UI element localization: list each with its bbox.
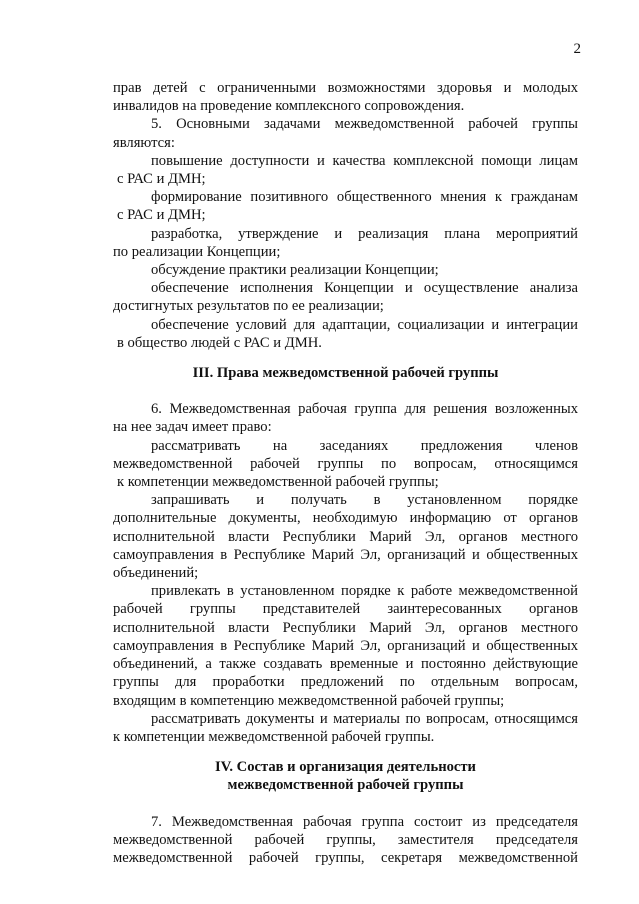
text-line: прав детей с ограниченными возможностями здоровья и молодых [113, 80, 578, 96]
text-line: по реализации Концепции; [113, 243, 281, 260]
text-line: привлекать в установленном порядке к работе межведомственной [151, 583, 578, 600]
text-line: 5. Основными задачами межведомственной рабочей группы [151, 116, 578, 133]
section-spacer [113, 746, 578, 758]
section-heading: IV. Состав и организация деятельности [215, 759, 476, 776]
text-line: инвалидов на проведение комплексного сопровождения. [113, 98, 465, 115]
text-line: обеспечение исполнения Концепции и осуществление анализа [151, 280, 578, 297]
text-line: обсуждение практики реализации Концепции; [151, 262, 439, 279]
section-spacer [113, 352, 578, 364]
text-line: с РАС и ДМН; [117, 207, 206, 224]
text-line: запрашивать и получать в установленном порядке [151, 492, 578, 509]
text-line: с РАС и ДМН; [117, 171, 206, 188]
page-number: 2 [573, 41, 581, 57]
text-line: 7. Межведомственная рабочая группа состоит из председателя [151, 813, 578, 830]
text-line: входящим в компетенцию межведомственной рабочей группы; [113, 692, 505, 709]
text-line: в общество людей с РАС и ДМН. [117, 334, 322, 351]
text-line: достигнутых результатов по ее реализации; [113, 298, 384, 315]
text-line: дополнительные документы, необходимую информацию от органов [113, 510, 578, 527]
section-heading: III. Права межведомственной рабочей группы [192, 365, 499, 382]
text-line: самоуправления в Республике Марий Эл, организаций и общественных [113, 546, 578, 563]
text-line: исполнительной власти Республики Марий Эл, органов местного [113, 619, 578, 636]
text-line: исполнительной власти Республики Марий Эл, органов местного [113, 528, 578, 545]
text-line: рассматривать документы и материалы по вопросам, относящимся [151, 710, 578, 727]
text-line: 6. Межведомственная рабочая группа для решения возложенных [151, 401, 578, 418]
text-line: формирование позитивного общественного мнения к гражданам [151, 189, 578, 206]
text-line: являются: [113, 134, 175, 151]
text-line: самоуправления в Республике Марий Эл, организаций и общественных [113, 637, 578, 654]
section-spacer [113, 382, 578, 400]
text-line: повышение доступности и качества комплексной помощи лицам [151, 152, 578, 169]
text-line: к компетенции межведомственной рабочей группы; [117, 474, 439, 491]
section-heading: межведомственной рабочей группы [227, 777, 464, 794]
text-line: к компетенции межведомственной рабочей группы. [113, 728, 435, 745]
section-spacer [113, 795, 578, 813]
text-line: межведомственной рабочей группы, заместителя председателя [113, 831, 578, 848]
text-line: объединений, а также создавать временные и постоянно действующие [113, 656, 578, 673]
text-line: обеспечение условий для адаптации, социализации и интеграции [151, 316, 578, 333]
text-line: межведомственной рабочей группы, секретаря межведомственной [113, 849, 578, 866]
text-line: рассматривать на заседаниях предложения членов [151, 437, 578, 454]
text-line: рабочей группы представителей заинтересованных органов [113, 601, 578, 618]
text-line: объединений; [113, 565, 199, 582]
document-body [113, 79, 578, 867]
text-line: группы для проработки предложений по отдельным вопросам, [113, 674, 578, 691]
text-line: на нее задач имеет право: [113, 419, 272, 436]
text-line: межведомственной рабочей группы по вопросам, относящимся [113, 455, 578, 472]
text-line: разработка, утверждение и реализация плана мероприятий [151, 225, 578, 242]
